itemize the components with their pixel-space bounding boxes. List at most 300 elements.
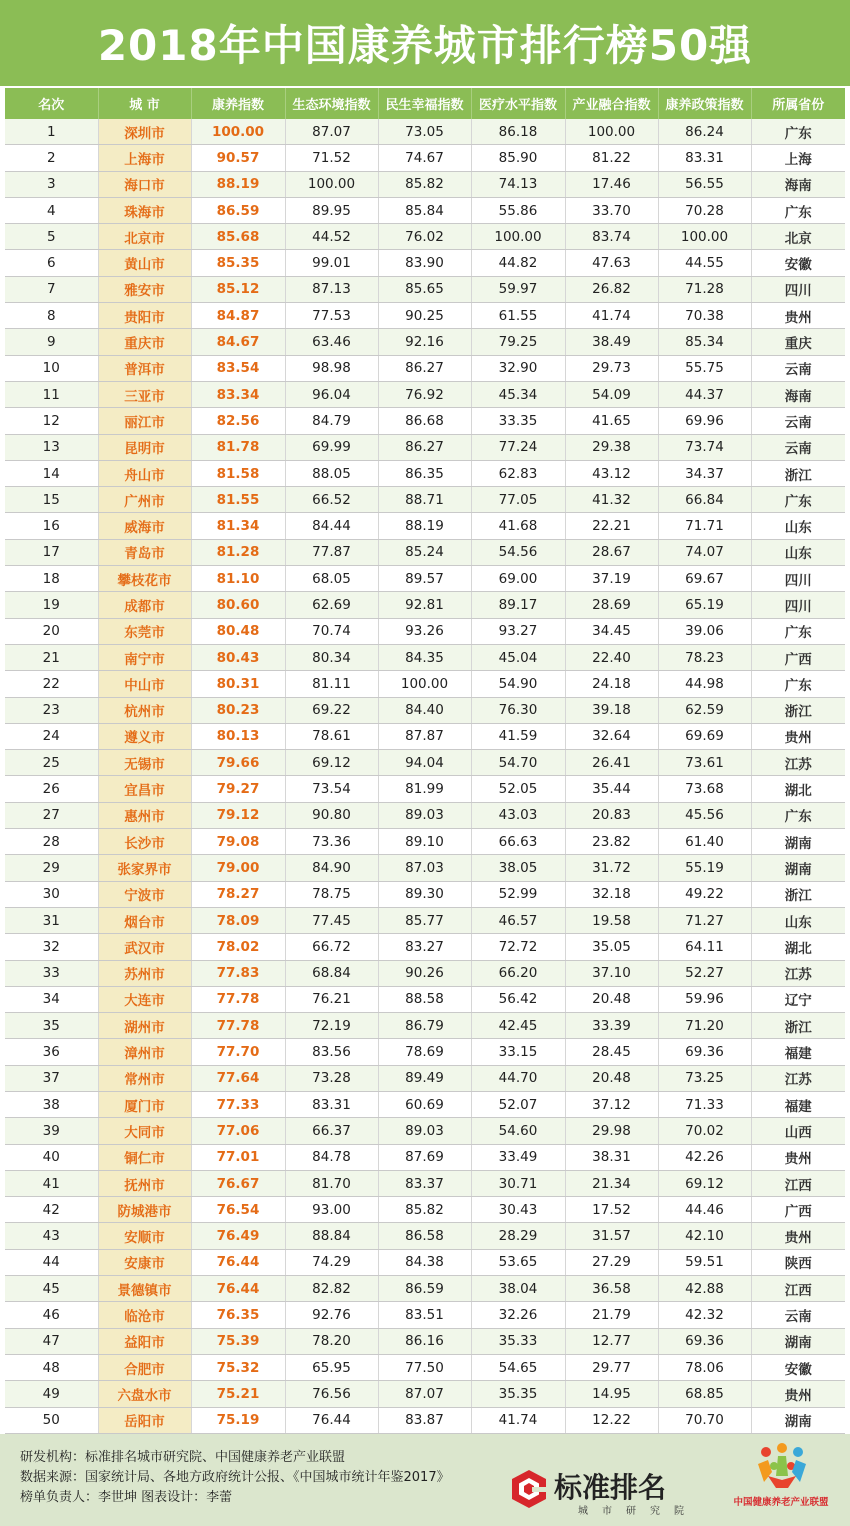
livelihood-index-cell: 78.69: [378, 1039, 471, 1065]
industry-index-cell: 100.00: [565, 119, 658, 145]
province-cell: 贵州: [751, 1223, 845, 1249]
city-cell: 临沧市: [98, 1302, 191, 1328]
province-cell: 山西: [751, 1118, 845, 1144]
kangyang-index-cell: 84.87: [191, 303, 285, 329]
industry-index-cell: 54.09: [565, 381, 658, 407]
city-cell: 普洱市: [98, 355, 191, 381]
rank-cell: 9: [5, 329, 98, 355]
industry-index-cell: 43.12: [565, 460, 658, 486]
province-cell: 贵州: [751, 303, 845, 329]
policy-index-cell: 71.71: [658, 513, 751, 539]
ecology-index-cell: 77.53: [285, 303, 378, 329]
table-row: [5, 881, 845, 907]
policy-index-cell: 42.10: [658, 1223, 751, 1249]
medical-index-cell: 28.29: [471, 1223, 565, 1249]
policy-index-cell: 70.70: [658, 1407, 751, 1433]
policy-index-cell: 66.84: [658, 487, 751, 513]
livelihood-index-cell: 86.27: [378, 434, 471, 460]
kangyang-index-cell: 77.78: [191, 986, 285, 1012]
ranking-table: [5, 88, 845, 1434]
people-figures-logo-icon: [716, 1442, 846, 1494]
rank-cell: 12: [5, 408, 98, 434]
livelihood-index-cell: 76.02: [378, 224, 471, 250]
policy-index-cell: 83.31: [658, 145, 751, 171]
industry-index-cell: 31.72: [565, 855, 658, 881]
medical-index-cell: 33.35: [471, 408, 565, 434]
province-cell: 辽宁: [751, 986, 845, 1012]
column-header: 产业融合指数: [565, 88, 658, 119]
livelihood-index-cell: 93.26: [378, 618, 471, 644]
policy-index-cell: 55.19: [658, 855, 751, 881]
kangyang-index-cell: 85.68: [191, 224, 285, 250]
province-cell: 福建: [751, 1039, 845, 1065]
footer-data-source: 数据来源：国家统计局、各地方政府统计公报、《中国城市统计年鉴2017》: [20, 1470, 450, 1485]
ecology-index-cell: 84.44: [285, 513, 378, 539]
table-row: [5, 750, 845, 776]
industry-index-cell: 47.63: [565, 250, 658, 276]
kangyang-index-cell: 80.13: [191, 723, 285, 749]
rank-cell: 45: [5, 1276, 98, 1302]
rank-cell: 13: [5, 434, 98, 460]
city-cell: 舟山市: [98, 460, 191, 486]
industry-index-cell: 37.12: [565, 1091, 658, 1117]
kangyang-index-cell: 78.02: [191, 934, 285, 960]
policy-index-cell: 52.27: [658, 960, 751, 986]
livelihood-index-cell: 86.58: [378, 1223, 471, 1249]
policy-index-cell: 42.26: [658, 1144, 751, 1170]
medical-index-cell: 86.18: [471, 119, 565, 145]
industry-index-cell: 33.70: [565, 197, 658, 223]
rank-cell: 5: [5, 224, 98, 250]
province-cell: 浙江: [751, 697, 845, 723]
industry-index-cell: 35.05: [565, 934, 658, 960]
medical-index-cell: 44.70: [471, 1065, 565, 1091]
livelihood-index-cell: 77.50: [378, 1354, 471, 1380]
kangyang-index-cell: 82.56: [191, 408, 285, 434]
province-cell: 重庆: [751, 329, 845, 355]
rank-cell: 48: [5, 1354, 98, 1380]
medical-index-cell: 54.70: [471, 750, 565, 776]
kangyang-index-cell: 79.12: [191, 802, 285, 828]
kangyang-index-cell: 80.31: [191, 671, 285, 697]
rank-cell: 27: [5, 802, 98, 828]
medical-index-cell: 54.65: [471, 1354, 565, 1380]
kangyang-index-cell: 76.54: [191, 1197, 285, 1223]
province-cell: 湖南: [751, 855, 845, 881]
industry-index-cell: 31.57: [565, 1223, 658, 1249]
table-row: [5, 145, 845, 171]
industry-index-cell: 27.29: [565, 1249, 658, 1275]
livelihood-index-cell: 86.59: [378, 1276, 471, 1302]
table-row: [5, 566, 845, 592]
rank-cell: 42: [5, 1197, 98, 1223]
medical-index-cell: 46.57: [471, 907, 565, 933]
table-row: [5, 460, 845, 486]
kangyang-index-cell: 76.49: [191, 1223, 285, 1249]
ecology-index-cell: 80.34: [285, 644, 378, 670]
table-row: [5, 1170, 845, 1196]
province-cell: 云南: [751, 1302, 845, 1328]
city-cell: 厦门市: [98, 1091, 191, 1117]
province-cell: 广西: [751, 644, 845, 670]
province-cell: 安徽: [751, 250, 845, 276]
policy-index-cell: 73.68: [658, 776, 751, 802]
table-row: [5, 1197, 845, 1223]
kangyang-index-cell: 86.59: [191, 197, 285, 223]
kangyang-index-cell: 81.55: [191, 487, 285, 513]
medical-index-cell: 85.90: [471, 145, 565, 171]
policy-index-cell: 59.51: [658, 1249, 751, 1275]
livelihood-index-cell: 85.82: [378, 1197, 471, 1223]
province-cell: 山东: [751, 513, 845, 539]
industry-index-cell: 41.32: [565, 487, 658, 513]
kangyang-index-cell: 80.60: [191, 592, 285, 618]
province-cell: 湖南: [751, 1407, 845, 1433]
city-cell: 贵阳市: [98, 303, 191, 329]
province-cell: 海南: [751, 171, 845, 197]
kangyang-index-cell: 78.09: [191, 907, 285, 933]
city-cell: 安康市: [98, 1249, 191, 1275]
footer-responsible: 榜单负责人：李世坤 图表设计：李蕾: [20, 1490, 233, 1505]
footer-credits: [20, 1448, 450, 1508]
industry-index-cell: 37.10: [565, 960, 658, 986]
ecology-index-cell: 77.87: [285, 539, 378, 565]
policy-index-cell: 70.02: [658, 1118, 751, 1144]
rank-cell: 25: [5, 750, 98, 776]
kangyang-index-cell: 77.83: [191, 960, 285, 986]
ecology-index-cell: 69.22: [285, 697, 378, 723]
ecology-index-cell: 81.70: [285, 1170, 378, 1196]
ecology-index-cell: 44.52: [285, 224, 378, 250]
column-header: 生态环境指数: [285, 88, 378, 119]
livelihood-index-cell: 90.26: [378, 960, 471, 986]
industry-index-cell: 28.45: [565, 1039, 658, 1065]
policy-index-cell: 64.11: [658, 934, 751, 960]
rank-cell: 26: [5, 776, 98, 802]
kangyang-index-cell: 83.54: [191, 355, 285, 381]
kangyang-index-cell: 79.27: [191, 776, 285, 802]
policy-index-cell: 34.37: [658, 460, 751, 486]
industry-index-cell: 23.82: [565, 829, 658, 855]
kangyang-index-cell: 75.21: [191, 1381, 285, 1407]
kangyang-index-cell: 76.35: [191, 1302, 285, 1328]
table-row: [5, 276, 845, 302]
province-cell: 福建: [751, 1091, 845, 1117]
medical-index-cell: 54.60: [471, 1118, 565, 1144]
province-cell: 山东: [751, 907, 845, 933]
ecology-index-cell: 73.36: [285, 829, 378, 855]
industry-index-cell: 35.44: [565, 776, 658, 802]
medical-index-cell: 93.27: [471, 618, 565, 644]
medical-index-cell: 59.97: [471, 276, 565, 302]
city-cell: 漳州市: [98, 1039, 191, 1065]
table-row: [5, 1381, 845, 1407]
brand-logo: [508, 1466, 708, 1516]
rank-cell: 23: [5, 697, 98, 723]
medical-index-cell: 77.24: [471, 434, 565, 460]
livelihood-index-cell: 87.03: [378, 855, 471, 881]
policy-index-cell: 42.88: [658, 1276, 751, 1302]
medical-index-cell: 35.33: [471, 1328, 565, 1354]
livelihood-index-cell: 89.57: [378, 566, 471, 592]
policy-index-cell: 61.40: [658, 829, 751, 855]
livelihood-index-cell: 86.68: [378, 408, 471, 434]
livelihood-index-cell: 60.69: [378, 1091, 471, 1117]
ecology-index-cell: 78.61: [285, 723, 378, 749]
column-header: 民生幸福指数: [378, 88, 471, 119]
province-cell: 江西: [751, 1170, 845, 1196]
livelihood-index-cell: 83.90: [378, 250, 471, 276]
medical-index-cell: 45.04: [471, 644, 565, 670]
kangyang-index-cell: 75.19: [191, 1407, 285, 1433]
kangyang-index-cell: 100.00: [191, 119, 285, 145]
ecology-index-cell: 71.52: [285, 145, 378, 171]
kangyang-index-cell: 80.48: [191, 618, 285, 644]
table-row: [5, 1144, 845, 1170]
ecology-index-cell: 68.05: [285, 566, 378, 592]
table-row: [5, 1407, 845, 1433]
industry-index-cell: 37.19: [565, 566, 658, 592]
medical-index-cell: 52.99: [471, 881, 565, 907]
livelihood-index-cell: 89.03: [378, 1118, 471, 1144]
kangyang-index-cell: 81.78: [191, 434, 285, 460]
ecology-index-cell: 70.74: [285, 618, 378, 644]
table-row: [5, 408, 845, 434]
industry-index-cell: 20.48: [565, 986, 658, 1012]
table-row: [5, 1013, 845, 1039]
rank-cell: 38: [5, 1091, 98, 1117]
medical-index-cell: 74.13: [471, 171, 565, 197]
kangyang-index-cell: 76.44: [191, 1249, 285, 1275]
industry-index-cell: 28.69: [565, 592, 658, 618]
province-cell: 湖北: [751, 776, 845, 802]
ecology-index-cell: 88.05: [285, 460, 378, 486]
rank-cell: 28: [5, 829, 98, 855]
rank-cell: 44: [5, 1249, 98, 1275]
rank-cell: 4: [5, 197, 98, 223]
livelihood-index-cell: 83.27: [378, 934, 471, 960]
rank-cell: 19: [5, 592, 98, 618]
policy-index-cell: 85.34: [658, 329, 751, 355]
ecology-index-cell: 96.04: [285, 381, 378, 407]
table-row: [5, 618, 845, 644]
policy-index-cell: 74.07: [658, 539, 751, 565]
ecology-index-cell: 84.90: [285, 855, 378, 881]
medical-index-cell: 30.43: [471, 1197, 565, 1223]
livelihood-index-cell: 87.69: [378, 1144, 471, 1170]
kangyang-index-cell: 83.34: [191, 381, 285, 407]
policy-index-cell: 71.28: [658, 276, 751, 302]
policy-index-cell: 68.85: [658, 1381, 751, 1407]
medical-index-cell: 66.63: [471, 829, 565, 855]
table-row: [5, 381, 845, 407]
policy-index-cell: 71.33: [658, 1091, 751, 1117]
policy-index-cell: 42.32: [658, 1302, 751, 1328]
province-cell: 浙江: [751, 460, 845, 486]
industry-index-cell: 83.74: [565, 224, 658, 250]
kangyang-index-cell: 90.57: [191, 145, 285, 171]
city-cell: 三亚市: [98, 381, 191, 407]
kangyang-index-cell: 76.67: [191, 1170, 285, 1196]
industry-index-cell: 29.38: [565, 434, 658, 460]
ecology-index-cell: 83.31: [285, 1091, 378, 1117]
industry-index-cell: 22.40: [565, 644, 658, 670]
rank-cell: 6: [5, 250, 98, 276]
city-cell: 遵义市: [98, 723, 191, 749]
medical-index-cell: 38.04: [471, 1276, 565, 1302]
policy-index-cell: 86.24: [658, 119, 751, 145]
livelihood-index-cell: 86.27: [378, 355, 471, 381]
kangyang-index-cell: 77.64: [191, 1065, 285, 1091]
table-row: [5, 644, 845, 670]
policy-index-cell: 78.23: [658, 644, 751, 670]
province-cell: 上海: [751, 145, 845, 171]
industry-index-cell: 29.73: [565, 355, 658, 381]
policy-index-cell: 44.37: [658, 381, 751, 407]
kangyang-index-cell: 76.44: [191, 1276, 285, 1302]
policy-index-cell: 73.61: [658, 750, 751, 776]
rank-cell: 30: [5, 881, 98, 907]
livelihood-index-cell: 89.10: [378, 829, 471, 855]
industry-index-cell: 12.22: [565, 1407, 658, 1433]
industry-index-cell: 41.74: [565, 303, 658, 329]
province-cell: 湖南: [751, 829, 845, 855]
kangyang-index-cell: 88.19: [191, 171, 285, 197]
kangyang-index-cell: 81.58: [191, 460, 285, 486]
rank-cell: 16: [5, 513, 98, 539]
kangyang-index-cell: 77.78: [191, 1013, 285, 1039]
city-cell: 威海市: [98, 513, 191, 539]
livelihood-index-cell: 86.35: [378, 460, 471, 486]
kangyang-index-cell: 79.66: [191, 750, 285, 776]
province-cell: 广西: [751, 1197, 845, 1223]
ecology-index-cell: 66.37: [285, 1118, 378, 1144]
livelihood-index-cell: 84.35: [378, 644, 471, 670]
ecology-index-cell: 100.00: [285, 171, 378, 197]
policy-index-cell: 73.25: [658, 1065, 751, 1091]
province-cell: 广东: [751, 802, 845, 828]
province-cell: 浙江: [751, 1013, 845, 1039]
column-header: 康养政策指数: [658, 88, 751, 119]
ecology-index-cell: 88.84: [285, 1223, 378, 1249]
livelihood-index-cell: 85.82: [378, 171, 471, 197]
livelihood-index-cell: 92.81: [378, 592, 471, 618]
brand-subtitle: 城市研究院: [578, 1506, 698, 1517]
medical-index-cell: 45.34: [471, 381, 565, 407]
policy-index-cell: 78.06: [658, 1354, 751, 1380]
table-row: [5, 1118, 845, 1144]
medical-index-cell: 62.83: [471, 460, 565, 486]
table-row: [5, 1039, 845, 1065]
column-header: 所属省份: [751, 88, 845, 119]
industry-index-cell: 26.82: [565, 276, 658, 302]
industry-index-cell: 32.18: [565, 881, 658, 907]
city-cell: 青岛市: [98, 539, 191, 565]
city-cell: 重庆市: [98, 329, 191, 355]
kangyang-index-cell: 78.27: [191, 881, 285, 907]
province-cell: 陕西: [751, 1249, 845, 1275]
ecology-index-cell: 98.98: [285, 355, 378, 381]
livelihood-index-cell: 84.38: [378, 1249, 471, 1275]
table-row: [5, 1328, 845, 1354]
industry-index-cell: 38.49: [565, 329, 658, 355]
city-cell: 景德镇市: [98, 1276, 191, 1302]
column-header: 康养指数: [191, 88, 285, 119]
province-cell: 湖北: [751, 934, 845, 960]
kangyang-index-cell: 77.06: [191, 1118, 285, 1144]
policy-index-cell: 39.06: [658, 618, 751, 644]
rank-cell: 22: [5, 671, 98, 697]
city-cell: 岳阳市: [98, 1407, 191, 1433]
medical-index-cell: 56.42: [471, 986, 565, 1012]
livelihood-index-cell: 85.24: [378, 539, 471, 565]
ecology-index-cell: 76.56: [285, 1381, 378, 1407]
province-cell: 江苏: [751, 1065, 845, 1091]
city-cell: 中山市: [98, 671, 191, 697]
rank-cell: 49: [5, 1381, 98, 1407]
ecology-index-cell: 84.79: [285, 408, 378, 434]
medical-index-cell: 35.35: [471, 1381, 565, 1407]
ecology-index-cell: 89.95: [285, 197, 378, 223]
medical-index-cell: 33.15: [471, 1039, 565, 1065]
ecology-index-cell: 77.45: [285, 907, 378, 933]
livelihood-index-cell: 73.05: [378, 119, 471, 145]
rank-cell: 17: [5, 539, 98, 565]
livelihood-index-cell: 87.07: [378, 1381, 471, 1407]
rank-cell: 32: [5, 934, 98, 960]
kangyang-index-cell: 79.00: [191, 855, 285, 881]
table-row: [5, 986, 845, 1012]
livelihood-index-cell: 88.19: [378, 513, 471, 539]
rank-cell: 41: [5, 1170, 98, 1196]
ecology-index-cell: 72.19: [285, 1013, 378, 1039]
table-row: [5, 829, 845, 855]
medical-index-cell: 41.74: [471, 1407, 565, 1433]
policy-index-cell: 55.75: [658, 355, 751, 381]
table-row: [5, 592, 845, 618]
livelihood-index-cell: 90.25: [378, 303, 471, 329]
table-row: [5, 907, 845, 933]
city-cell: 铜仁市: [98, 1144, 191, 1170]
kangyang-index-cell: 81.28: [191, 539, 285, 565]
ecology-index-cell: 87.07: [285, 119, 378, 145]
rank-cell: 7: [5, 276, 98, 302]
alliance-name: 中国健康养老产业联盟: [733, 1497, 829, 1508]
kangyang-index-cell: 80.23: [191, 697, 285, 723]
city-cell: 昆明市: [98, 434, 191, 460]
policy-index-cell: 69.36: [658, 1328, 751, 1354]
table-body: [5, 119, 845, 1433]
table-row: [5, 802, 845, 828]
ecology-index-cell: 62.69: [285, 592, 378, 618]
ecology-index-cell: 65.95: [285, 1354, 378, 1380]
livelihood-index-cell: 89.49: [378, 1065, 471, 1091]
rank-cell: 15: [5, 487, 98, 513]
livelihood-index-cell: 83.87: [378, 1407, 471, 1433]
livelihood-index-cell: 85.65: [378, 276, 471, 302]
rank-cell: 36: [5, 1039, 98, 1065]
city-cell: 常州市: [98, 1065, 191, 1091]
policy-index-cell: 44.98: [658, 671, 751, 697]
table-row: [5, 1354, 845, 1380]
province-cell: 广东: [751, 119, 845, 145]
policy-index-cell: 71.20: [658, 1013, 751, 1039]
industry-index-cell: 41.65: [565, 408, 658, 434]
industry-index-cell: 21.79: [565, 1302, 658, 1328]
province-cell: 云南: [751, 434, 845, 460]
livelihood-index-cell: 74.67: [378, 145, 471, 171]
brand-name: 标准排名: [554, 1471, 667, 1504]
